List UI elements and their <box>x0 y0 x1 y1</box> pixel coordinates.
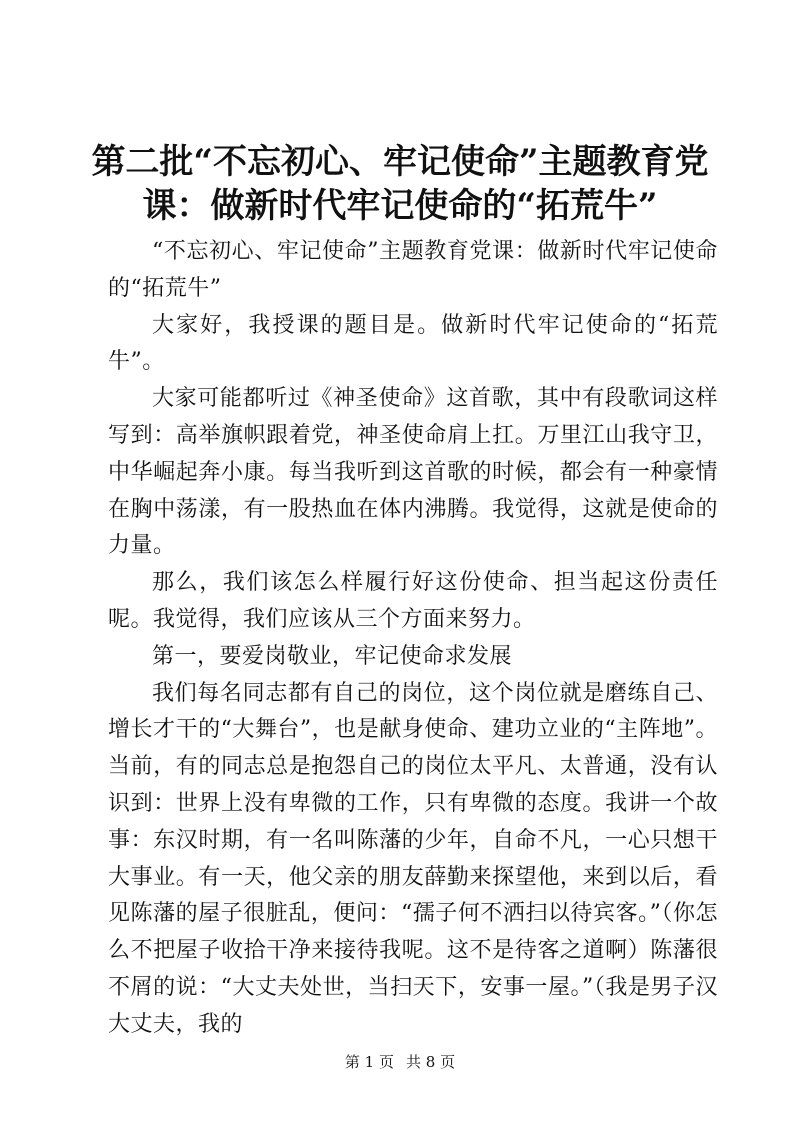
document-body <box>108 234 718 1044</box>
title-line-1: 第二批“不忘初心、牢记使命”主题教育党 <box>91 142 709 182</box>
title-line-2: 课：做新时代牢记使命的“拓荒牛” <box>142 186 658 226</box>
paragraph: 那么，我们该怎么样履行好这份使命、担当起这份责任呢。我觉得，我们应该从三个方面来努力。 <box>108 570 718 632</box>
page-total: 共 8 页 <box>406 1053 456 1071</box>
paragraph: 大家可能都听过《神圣使命》这首歌，其中有段歌词这样写到：高举旗帜跟着党，神圣使命肩上扛。万里江山我守卫，中华崛起奔小康。每当我听到这首歌的时候，都会有一种豪情在胸中荡漾，有一股热血在体内沸腾。我觉得，这就是使命的力量。 <box>108 386 718 559</box>
page-number: 第 1 页 <box>344 1053 394 1071</box>
paragraph: 我们每名同志都有自己的岗位，这个岗位就是磨练自己、增长才干的“大舞台”，也是献身使命、建功立业的“主阵地”。当前，有的同志总是抱怨自己的岗位太平凡、太普通，没有认识到：世界上没有卑微的工作，只有卑微的态度。我讲一个故事：东汉时期，有一名叫陈藩的少年，自命不凡，一心只想干大事业。有一天，他父亲的朋友薛勤来探望他，来到以后，看见陈藩的屋子很脏乱，便问：“孺子何不洒扫以待宾客。”（你怎么不把屋子收拾干净来接待我呢。这不是待客之道啊）陈藩很不屑的说：“大丈夫处世，当扫天下，安事一屋。”（我是男子汉大丈夫，我的 <box>108 680 718 1037</box>
paragraph: “不忘初心、牢记使命”主题教育党课：做新时代牢记使命的“拓荒牛” <box>108 239 718 301</box>
paragraph: 大家好，我授课的题目是。做新时代牢记使命的“拓荒牛”。 <box>108 312 718 375</box>
page-footer <box>0 1052 800 1072</box>
document-title <box>60 140 740 228</box>
paragraph-heading: 第一，要爱岗敬业，牢记使命求发展 <box>152 643 513 669</box>
